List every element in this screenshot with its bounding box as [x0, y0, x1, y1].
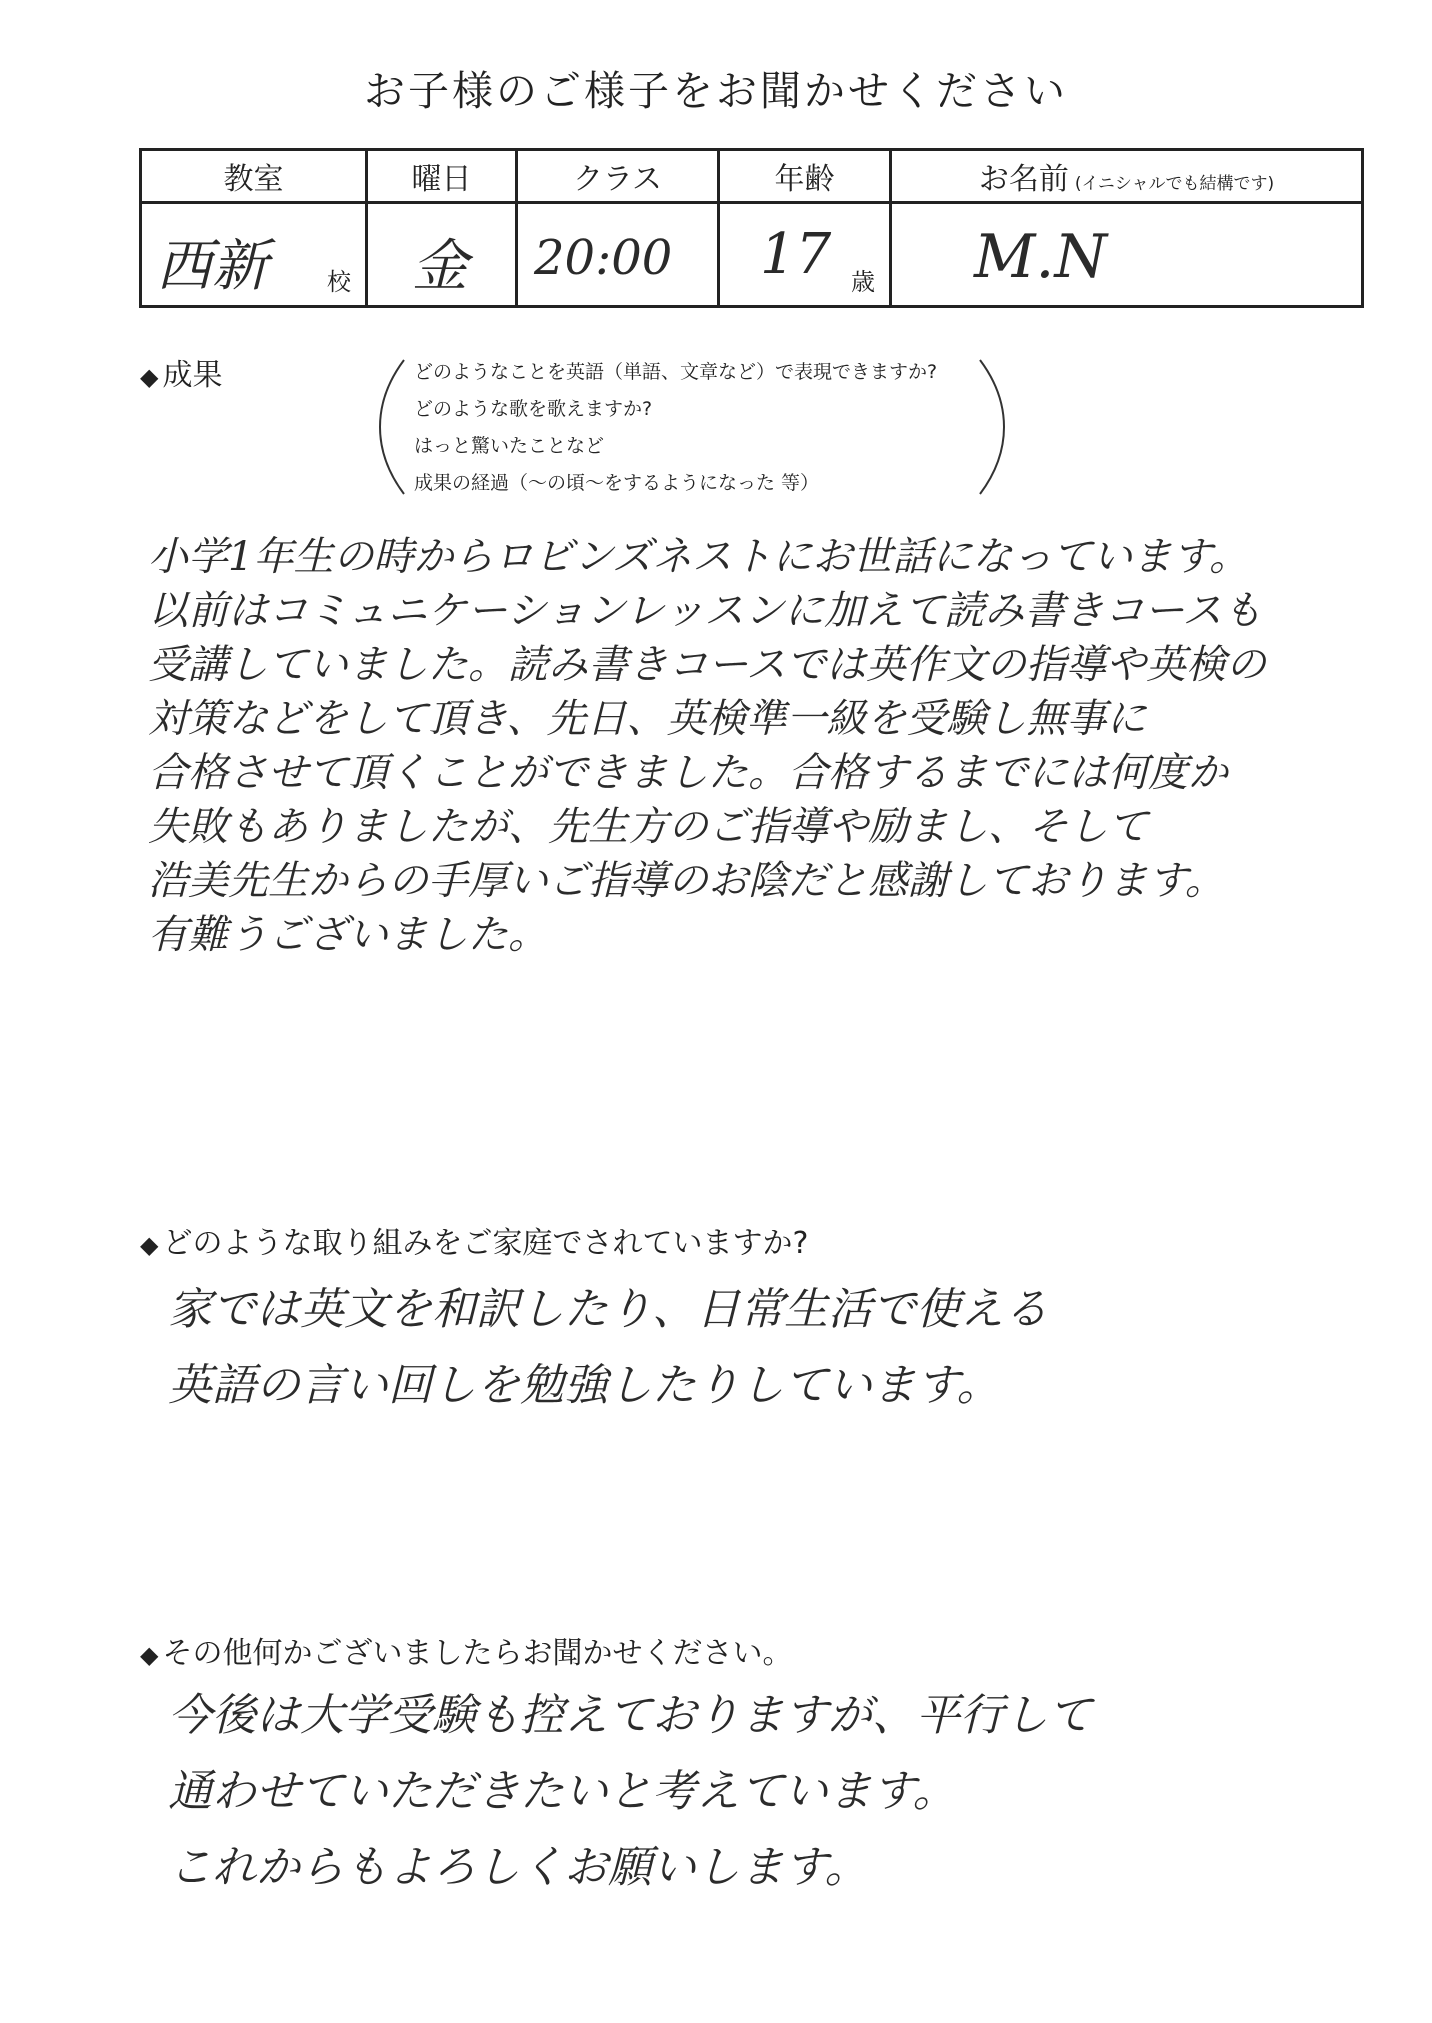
- answer-line: 合格させて頂くことができました。合格するまでには何度か: [148, 750, 1228, 796]
- header-age: 年齢: [719, 150, 891, 203]
- answer-line: 以前はコミュニケーションレッスンに加えて読み書きコースも: [148, 588, 1263, 634]
- answer-line: 小学1年生の時からロビンズネストにお世話になっています。: [148, 534, 1250, 580]
- results-label: [140, 350, 222, 394]
- diamond-bullet-icon: ◆: [140, 1231, 159, 1259]
- diamond-bullet-icon: ◆: [140, 363, 159, 391]
- header-name: [891, 150, 1363, 203]
- home-label-text: どのような取り組みをご家庭でされていますか?: [162, 1226, 809, 1261]
- cell-classroom: [141, 203, 367, 307]
- other-answer: [168, 1678, 1092, 1906]
- prompt-line: 成果の経過（～の頃～をするようになった 等）: [414, 472, 820, 494]
- header-name-label: お名前: [978, 162, 1069, 197]
- name-value: M.N: [974, 222, 1108, 292]
- header-classroom: 教室: [141, 150, 367, 203]
- cell-weekday: [367, 203, 517, 307]
- weekday-value: 金: [412, 234, 468, 299]
- cell-class: [517, 203, 719, 307]
- answer-line: これからもよろしくお願いします。: [168, 1842, 869, 1893]
- header-weekday: 曜日: [367, 150, 517, 203]
- other-label: [140, 1628, 792, 1672]
- info-table: [139, 148, 1364, 308]
- answer-line: 失敗もありましたが、先生方のご指導や励まし、そして: [148, 804, 1148, 850]
- cell-name: [891, 203, 1363, 307]
- other-label-text: その他何かございましたらお聞かせください。: [162, 1636, 793, 1671]
- prompt-line: はっと驚いたことなど: [414, 435, 605, 457]
- answer-line: 通わせていただきたいと考えています。: [168, 1766, 957, 1817]
- header-name-note: (イニシャルでも結構です): [1074, 174, 1275, 194]
- answer-line: 有難うございました。: [148, 912, 548, 958]
- class-value: 20:00: [534, 230, 673, 286]
- answer-line: 家では英文を和訳したり、日常生活で使える: [168, 1284, 1048, 1335]
- home-label: [140, 1218, 808, 1262]
- answer-line: 受講していました。読み書きコースでは英作文の指導や英検の: [148, 642, 1266, 688]
- info-table-header-row: [141, 150, 1363, 203]
- info-table-value-row: [141, 203, 1363, 307]
- answer-line: 対策などをして頂き、先日、英検準一級を受験し無事に: [148, 696, 1147, 742]
- answer-line: 今後は大学受験も控えておりますが、平行して: [168, 1690, 1092, 1741]
- classroom-value: 西新: [156, 234, 268, 299]
- answer-line: 浩美先生からの手厚いご指導のお陰だと感謝しております。: [148, 858, 1225, 904]
- page-title: お子様のご様子をお聞かせください: [364, 67, 1068, 115]
- age-value: 17: [760, 222, 832, 287]
- header-class: クラス: [517, 150, 719, 203]
- classroom-unit: 校: [327, 268, 351, 296]
- left-bracket-icon: [380, 360, 404, 494]
- cell-age: [719, 203, 891, 307]
- age-unit: 歳: [851, 268, 875, 296]
- results-answer: [148, 530, 1266, 962]
- results-label-text: 成果: [162, 358, 223, 393]
- answer-line: 英語の言い回しを勉強したりしています。: [168, 1360, 1001, 1411]
- prompt-line: どのような歌を歌えますか?: [414, 398, 653, 420]
- diamond-bullet-icon: ◆: [140, 1641, 159, 1669]
- right-bracket-icon: [980, 360, 1004, 494]
- prompt-line: どのようなことを英語（単語、文章など）で表現できますか?: [414, 361, 938, 383]
- home-answer: [168, 1272, 1048, 1424]
- results-prompt-box: [372, 352, 1012, 502]
